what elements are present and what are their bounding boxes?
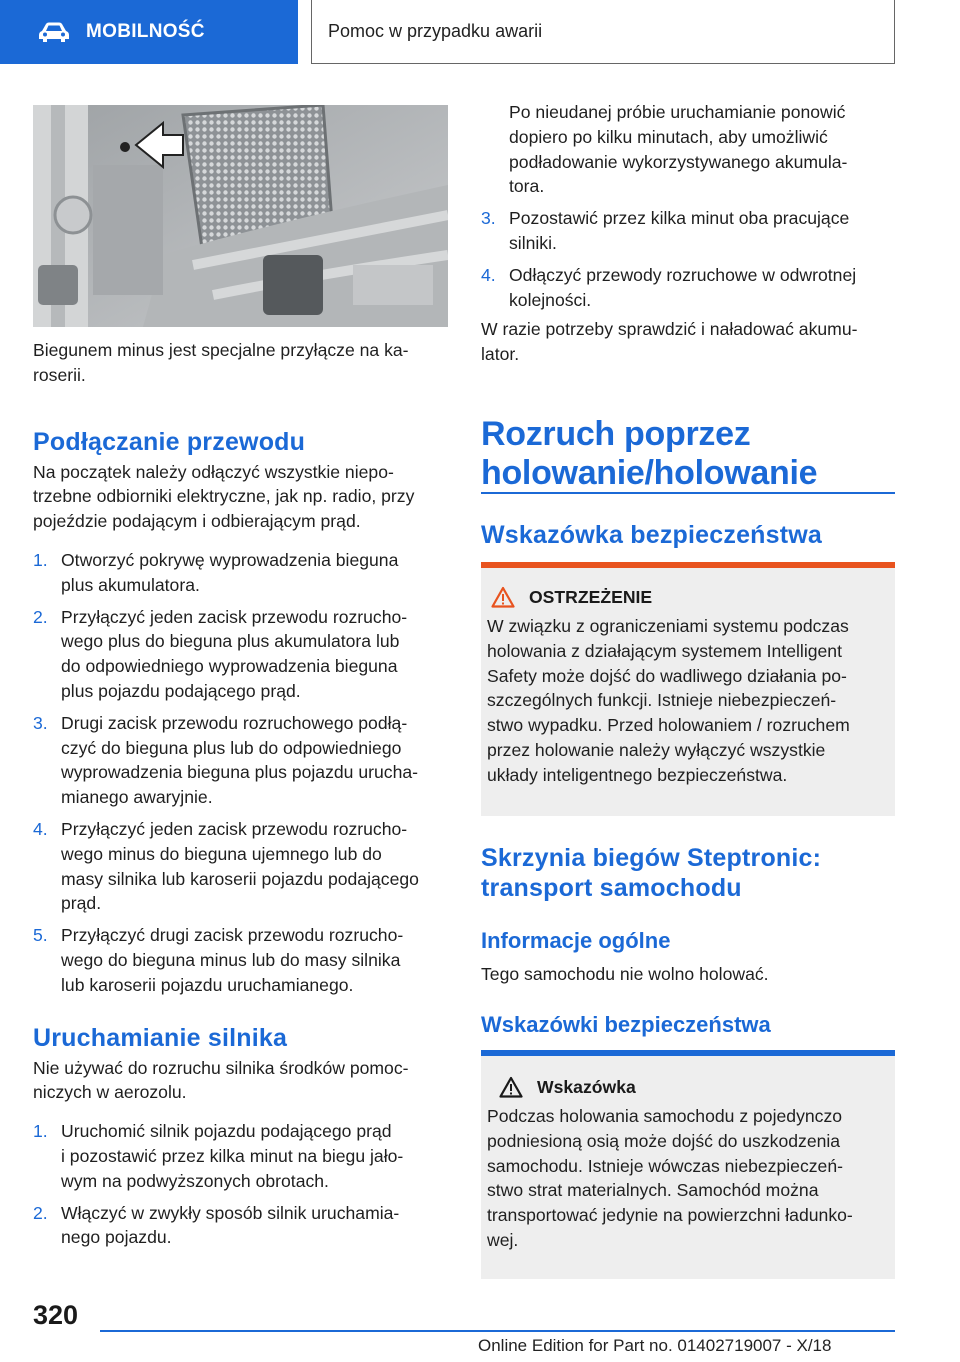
intro-line: Na początek należy odłączyć wszystkie niepo- (33, 461, 394, 482)
step-line: nego pojazdu. (61, 1227, 172, 1248)
warning-title: OSTRZEŻENIE (529, 586, 653, 607)
list-item (33, 1119, 448, 1193)
note-line: podniesioną osią może dojść do uszkodzenia (487, 1130, 841, 1151)
step-line: masy silnika lub karoserii pojazdu podającego (61, 868, 419, 889)
step-line: wyprowadzenia bieguna plus pojazdu urucha- (61, 762, 418, 783)
start-intro (33, 1056, 448, 1106)
warning-line: stwo wypadku. Przed holowaniem / rozruchem (487, 715, 850, 736)
step-line: dopiero po kilku minutach, aby umożliwić (509, 126, 828, 147)
step-number: 1. (33, 549, 48, 570)
step-line: podładowanie wykorzystywanego akumula- (509, 151, 848, 172)
note-line: transportować jedynie na powierzchni ładunko- (487, 1205, 853, 1226)
step-line: Uruchomić silnik pojazdu podającego prąd (61, 1121, 392, 1142)
step-line: plus akumulatora. (61, 574, 200, 595)
caption-line: roserii. (33, 364, 86, 385)
step-line: do odpowiedniego wyprowadzenia bieguna (61, 656, 398, 677)
warning-body (487, 614, 887, 788)
step-line: wego plus do bieguna plus akumulatora lub (61, 631, 400, 652)
warning-line: szczególnych funkcji. Istnieje niebezpieczeń- (487, 690, 837, 711)
chapter-header (311, 0, 895, 64)
heading-tow-start (481, 415, 895, 493)
warning-triangle-icon (491, 586, 515, 608)
intro-line: trzebne odbiorniki elektryczne, jak np. radio, przy (33, 486, 415, 507)
step-line: czyć do bieguna plus lub do odpowiedniego (61, 737, 402, 758)
connect-intro (33, 460, 448, 534)
engine-bay-illustration (33, 105, 448, 327)
start-steps-cont (481, 206, 895, 312)
page-number: 320 (33, 1300, 79, 1330)
step-line: Odłączyć przewody rozruchowe w odwrotnej (509, 264, 857, 285)
list-item (33, 817, 448, 916)
edition-note: Online Edition for Part no. 01402719007 - X/18 (478, 1336, 832, 1355)
warning-line: Safety może dojść do wadliwego działania po- (487, 665, 847, 686)
left-column (33, 338, 448, 1250)
note-body (487, 1104, 887, 1253)
step-line: i pozostawić przez kilka minut na biegu jało- (61, 1145, 404, 1166)
warning-triangle-icon (499, 1076, 523, 1098)
step-line: Drugi zacisk przewodu rozruchowego podłą- (61, 712, 408, 733)
heading-rule (481, 492, 895, 494)
step-line: lub karoserii pojazdu uruchamianego. (61, 974, 354, 995)
step-number: 2. (33, 1202, 48, 1223)
section-label: MOBILNOŚĆ (86, 21, 205, 42)
step-line: Włączyć w zwykły sposób silnik uruchamia- (61, 1202, 400, 1223)
intro-line: niczych w aerozolu. (33, 1082, 187, 1103)
text-line: W razie potrzeby sprawdzić i naładować akumu- (481, 319, 858, 340)
step-line: plus pojazdu podającego prąd. (61, 680, 301, 701)
step-line: mianego awaryjnie. (61, 787, 213, 808)
list-item (33, 1201, 448, 1251)
list-item (33, 605, 448, 704)
step-line: wego do bieguna minus lub do masy silnika (61, 949, 401, 970)
heading-line: Rozruch poprzez (481, 415, 751, 453)
step-line: wym na podwyższonych obrotach. (61, 1170, 329, 1191)
warning-line: W związku z ograniczeniami systemu podczas (487, 616, 849, 636)
step-line: Pozostawić przez kilka minut oba pracujące (509, 208, 850, 229)
car-icon (38, 21, 70, 43)
step-line: prąd. (61, 893, 102, 914)
text-line: lator. (481, 344, 520, 365)
step-line: Przyłączyć drugi zacisk przewodu rozrucho- (61, 925, 404, 946)
heading-start: Uruchamianie silnika (33, 1023, 288, 1052)
heading-connect: Podłączanie przewodu (33, 427, 306, 456)
heading-general: Informacje ogólne (481, 928, 671, 953)
step-continuation (481, 100, 895, 199)
note-callout (481, 1056, 895, 1279)
heading-safety: Wskazówka bezpieczeństwa (481, 521, 823, 549)
warning-line: holowania z działającym systemem Intelligent (487, 640, 842, 661)
step-line: Otworzyć pokrywę wyprowadzenia bieguna (61, 549, 399, 570)
step-number: 5. (33, 925, 48, 946)
section-tab[interactable] (0, 0, 298, 64)
list-item (481, 206, 895, 256)
heading-safety-tips: Wskazówki bezpieczeństwa (481, 1012, 771, 1037)
general-text: Tego samochodu nie wolno holować. (481, 964, 769, 984)
step-line: Przyłączyć jeden zacisk przewodu rozrucho- (61, 818, 408, 839)
list-item (33, 711, 448, 810)
intro-line: Nie używać do rozruchu silnika środków pomoc- (33, 1057, 409, 1078)
step-number: 4. (33, 818, 48, 839)
engine-bay-photo (33, 105, 448, 327)
note-line: stwo strat materialnych. Samochód można (487, 1180, 819, 1201)
note-title: Wskazówka (537, 1076, 636, 1097)
note-title-row (487, 1076, 887, 1098)
heading-line: holowanie/holowanie (481, 454, 818, 492)
step-number: 3. (481, 208, 496, 229)
heading-line: transport samochodu (481, 874, 742, 902)
step-number: 3. (33, 712, 48, 733)
heading-line: Skrzynia biegów Steptronic: (481, 844, 822, 872)
step-line: Po nieudanej próbie uruchamianie ponowić (509, 102, 846, 122)
heading-gearbox (481, 843, 821, 903)
intro-line: pojeździe podającym i odbierającym prąd. (33, 511, 361, 532)
warning-callout (481, 568, 895, 816)
start-steps (33, 1119, 448, 1250)
chapter-title: Pomoc w przypadku awarii (328, 21, 543, 41)
list-item (33, 548, 448, 598)
list-item (481, 263, 895, 313)
warning-line: przez holowanie należy wyłączyć wszystkie (487, 739, 826, 760)
footer-rule (100, 1330, 895, 1332)
after-text (481, 317, 895, 367)
connect-steps (33, 548, 448, 998)
step-number: 4. (481, 264, 496, 285)
right-column (481, 100, 895, 367)
warning-title-row (487, 586, 887, 608)
step-line: kolejności. (509, 289, 592, 310)
caption-line: Biegunem minus jest specjalne przyłącze na ka- (33, 340, 409, 360)
step-line: tora. (509, 176, 545, 197)
note-line: samochodu. Istnieje wówczas niebezpieczeń- (487, 1155, 843, 1176)
photo-caption (33, 338, 448, 388)
note-line: wej. (487, 1229, 519, 1250)
warning-line: układy inteligentnego bezpieczeństwa. (487, 764, 788, 785)
step-number: 2. (33, 606, 48, 627)
note-line: Podczas holowania samochodu z pojedynczo (487, 1106, 843, 1126)
step-line: silniki. (509, 232, 557, 253)
step-line: Przyłączyć jeden zacisk przewodu rozrucho- (61, 606, 408, 627)
step-number: 1. (33, 1121, 48, 1142)
step-line: wego minus do bieguna ujemnego lub do (61, 843, 382, 864)
list-item (33, 923, 448, 997)
